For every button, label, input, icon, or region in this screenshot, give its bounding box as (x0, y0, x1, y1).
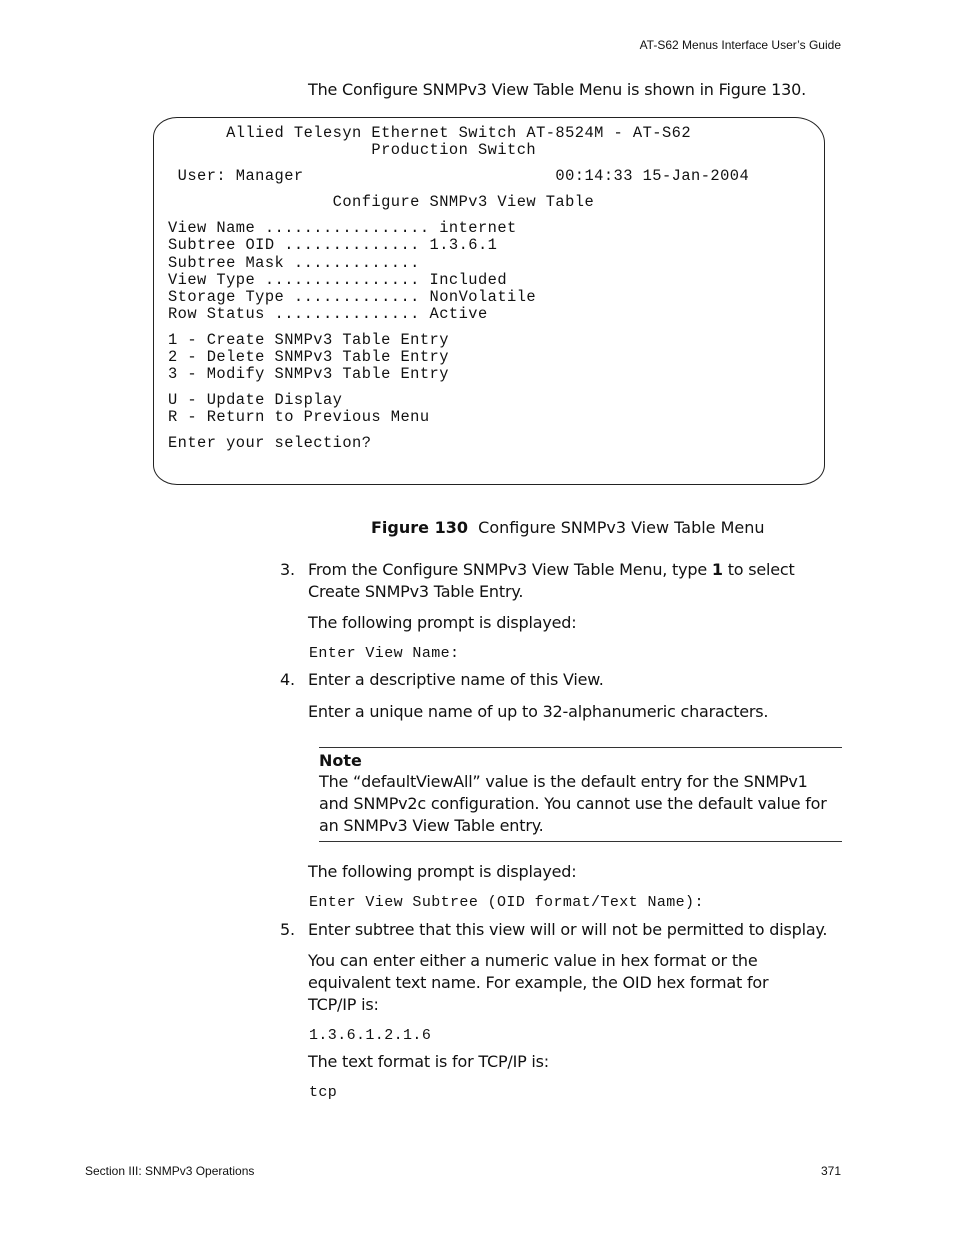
running-header: AT-S62 Menus Interface User’s Guide (639, 38, 841, 52)
code-prompt: Enter View Name: (309, 645, 460, 662)
step-3-text-after: to select Create SNMPv3 Table Entry. (308, 560, 795, 601)
step-number: 3. (280, 560, 295, 579)
code-text-name: tcp (309, 1084, 338, 1101)
text-format-paragraph: The text format is for TCP/IP is: (308, 1052, 550, 1071)
terminal-line: Subtree Mask ............. (168, 253, 420, 272)
step-5-detail: You can enter either a numeric value in hex format or the equivalent text name. For example, the OID hex format for TCP/IP is: (308, 951, 769, 1014)
terminal-line: Configure SNMPv3 View Table (168, 193, 595, 212)
step-3-text-before: From the Configure SNMPv3 View Table Menu, type (308, 560, 712, 579)
terminal-line: User: Manager 00:14:33 15-Jan-2004 (168, 167, 750, 186)
terminal-line: Allied Telesyn Ethernet Switch AT-8524M - AT-S62 (168, 124, 692, 142)
terminal-line: View Type ................ Included (168, 270, 508, 289)
terminal-line: R - Return to Previous Menu (168, 408, 430, 427)
terminal-line: U - Update Display (168, 391, 343, 410)
intro-paragraph: The Configure SNMPv3 View Table Menu is shown in Figure 130. (308, 80, 807, 99)
figure-caption (371, 518, 765, 537)
terminal-line: Row Status ............... Active (168, 304, 488, 323)
step-4-detail: Enter a unique name of up to 32-alphanumeric characters. (308, 702, 769, 721)
terminal-screen (168, 125, 808, 453)
terminal-line: View Name ................. internet (168, 219, 517, 238)
note-title: Note (319, 751, 362, 770)
step-number: 5. (280, 920, 295, 939)
step-5-text: Enter subtree that this view will or will not be permitted to display. (308, 920, 828, 939)
terminal-line: 1 - Create SNMPv3 Table Entry (168, 330, 449, 349)
terminal-line: Subtree OID .............. 1.3.6.1 (168, 236, 498, 255)
figure-label: Figure 130 (371, 518, 468, 537)
note-body: The “defaultViewAll” value is the default entry for the SNMPv1 and SNMPv2c configuration. You cannot use the default value for an SNMPv3 View Table entry. (319, 772, 827, 835)
code-oid: 1.3.6.1.2.1.6 (309, 1027, 432, 1044)
prompt-intro: The following prompt is displayed: (308, 862, 577, 881)
terminal-line: Enter your selection? (168, 434, 372, 453)
page-number: 371 (820, 1164, 841, 1178)
step-3-text (308, 559, 848, 603)
step-4-text: Enter a descriptive name of this View. (308, 670, 604, 689)
note-box (319, 747, 842, 842)
figure-title: Configure SNMPv3 View Table Menu (478, 518, 765, 537)
terminal-line: Storage Type ............. NonVolatile (168, 287, 537, 306)
footer-section: Section III: SNMPv3 Operations (85, 1164, 255, 1178)
code-prompt: Enter View Subtree (OID format/Text Name): (309, 894, 704, 911)
step-3-key: 1 (711, 560, 723, 579)
step-number: 4. (280, 670, 295, 689)
prompt-intro: The following prompt is displayed: (308, 613, 577, 632)
terminal-line: 2 - Delete SNMPv3 Table Entry (168, 348, 449, 367)
terminal-line: Production Switch (168, 141, 537, 160)
terminal-line: 3 - Modify SNMPv3 Table Entry (168, 365, 449, 384)
